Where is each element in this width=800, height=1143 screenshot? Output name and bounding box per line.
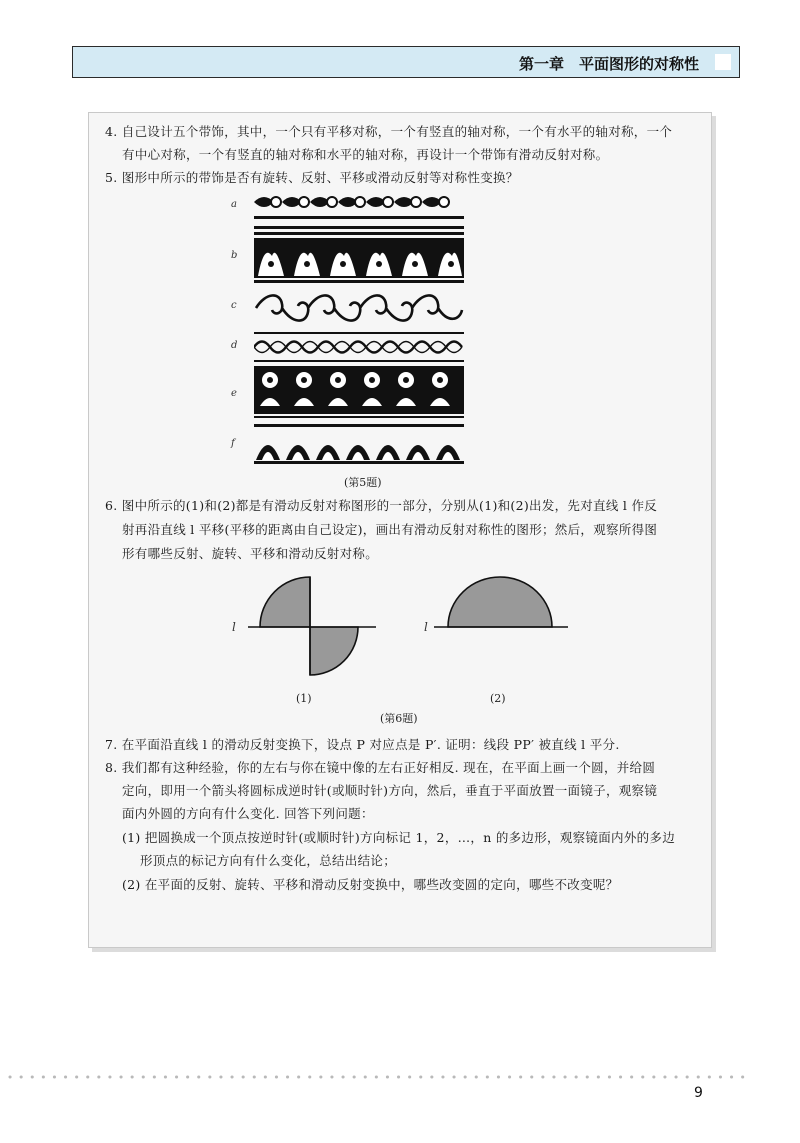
figure-6-line-label-1: l	[232, 620, 236, 634]
problem-4-line-1: 4. 自己设计五个带饰，其中，一个只有平移对称，一个有竖直的轴对称，一个有水平的轴对称，一个	[105, 124, 673, 139]
figure-6-diagram-1	[240, 575, 380, 685]
problem-7-line-1: 7. 在平面沿直线 l 的滑动反射变换下，设点 P 对应点是 P′. 证明：线段 PP′ 被直线 l 平分.	[105, 737, 620, 752]
footer-dotted-divider	[8, 1075, 752, 1079]
band-label-a: a	[231, 199, 237, 210]
frieze-band-d	[254, 332, 464, 362]
frieze-band-e	[254, 366, 464, 418]
band-label-f: f	[231, 438, 235, 449]
band-label-c: c	[231, 300, 237, 311]
figure-6-sub-label-1: (1)	[296, 692, 312, 705]
problem-8-sub-2-line-1: (2) 在平面的反射、旋转、平移和滑动反射变换中，哪些改变圆的定向，哪些不改变呢？	[122, 877, 619, 892]
frieze-band-c	[254, 290, 464, 326]
header-square-decoration	[715, 54, 731, 70]
band-label-e: e	[231, 388, 237, 399]
problem-6-line-3: 形有哪些反射、旋转、平移和滑动反射对称。	[122, 546, 379, 561]
frieze-band-a	[254, 192, 464, 222]
chapter-header-bar	[72, 46, 740, 78]
problem-4-line-2: 有中心对称，一个有竖直的轴对称和水平的轴对称，再设计一个带饰有滑动反射对称。	[122, 147, 609, 162]
figure-5-caption: (第5题)	[344, 476, 382, 489]
figure-6-caption: (第6题)	[380, 712, 418, 725]
frieze-band-f	[254, 424, 464, 464]
problem-8-line-3: 面内外圆的方向有什么变化. 回答下列问题：	[122, 806, 374, 821]
figure-6-line-label-2: l	[424, 620, 428, 634]
figure-6-sub-label-2: (2)	[490, 692, 506, 705]
problem-6-line-1: 6. 图中所示的(1)和(2)都是有滑动反射对称图形的一部分，分别从(1)和(2)出发，先对直线 l 作反	[105, 498, 658, 513]
problem-8-sub-1-line-2: 形顶点的标记方向有什么变化，总结出结论；	[140, 853, 397, 868]
problem-8-line-1: 8. 我们都有这种经验，你的左右与你在镜中像的左右正好相反. 现在，在平面上画一个圆，并给圆	[105, 760, 656, 775]
problem-6-line-2: 射再沿直线 l 平移(平移的距离由自己设定)，画出有滑动反射对称性的图形；然后，观察所得图	[122, 522, 658, 537]
problem-8-sub-1-line-1: (1) 把圆换成一个顶点按逆时针(或顺时针)方向标记 1，2，…，n 的多边形，观察镜面内外的多边	[122, 830, 676, 845]
problem-5-line-1: 5. 图形中所示的带饰是否有旋转、反射、平移或滑动反射等对称性变换？	[105, 170, 519, 185]
chapter-title: 第一章 平面图形的对称性	[518, 55, 699, 73]
figure-6-diagram-2	[430, 575, 570, 635]
band-label-b: b	[231, 250, 238, 261]
problem-8-line-2: 定向，即用一个箭头将圆标成逆时针(或顺时针)方向，然后，垂直于平面放置一面镜子，观察镜	[122, 783, 658, 798]
band-label-d: d	[231, 340, 238, 351]
frieze-band-b	[254, 226, 464, 284]
page-number: 9	[694, 1085, 703, 1101]
